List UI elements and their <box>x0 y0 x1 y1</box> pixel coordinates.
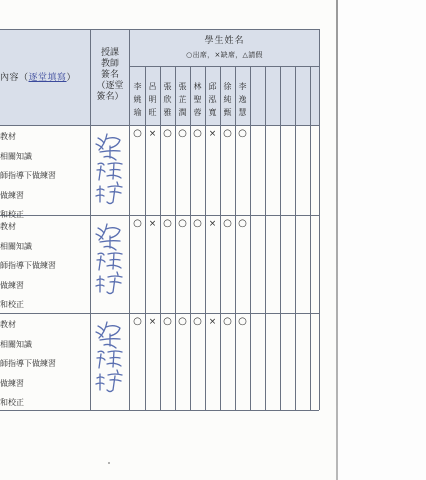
attendance-mark[interactable]: × <box>148 317 157 327</box>
grid-line-student <box>280 66 281 410</box>
attendance-mark[interactable]: ○ <box>178 316 187 327</box>
teacher-signature <box>92 318 128 398</box>
session-item: 相關知識 <box>0 339 32 349</box>
session-item: 教材 <box>0 320 16 329</box>
session-item: 相關知識 <box>0 151 32 161</box>
grid-line-session <box>0 410 319 411</box>
grid-line-legend <box>130 66 319 67</box>
attendance-legend: ○出席，×缺席，△請假 <box>186 51 263 59</box>
student-name: 張欣雅 <box>163 82 172 117</box>
attendance-mark[interactable]: ○ <box>163 316 172 327</box>
student-name: 李姚瑜 <box>133 82 142 117</box>
session-item: 師指導下做練習 <box>0 359 56 368</box>
attendance-mark[interactable]: ○ <box>223 316 232 327</box>
signature-drawing <box>92 220 128 300</box>
session-item: 和校正 <box>0 210 24 219</box>
attendance-mark[interactable]: ○ <box>178 218 187 229</box>
attendance-mark[interactable]: × <box>208 219 217 229</box>
session-item: 做練習 <box>0 190 24 200</box>
grid-line-student <box>265 66 266 410</box>
grid-line-right <box>319 29 320 410</box>
attendance-mark[interactable]: ○ <box>238 218 247 229</box>
student-name: 張芷潤 <box>178 82 187 117</box>
session-item: 做練習 <box>0 378 24 388</box>
attendance-mark[interactable]: ○ <box>223 218 232 229</box>
attendance-mark[interactable]: ○ <box>163 218 172 229</box>
student-name: 邱泓寬 <box>208 82 217 117</box>
signature-drawing <box>92 318 128 398</box>
teacher-header-line: 簽名） <box>96 92 124 102</box>
grid-line-student <box>295 66 296 410</box>
grid-line-student <box>310 66 311 410</box>
content-header-prefix: 內容（ <box>0 73 29 83</box>
grid-line-student <box>205 66 206 410</box>
teacher-header-line: 簽名 <box>100 70 119 80</box>
content-header-suffix: ） <box>66 73 77 83</box>
student-name: 李逸慧 <box>238 82 247 117</box>
grid-line-student <box>145 66 146 410</box>
teacher-signature <box>92 130 128 210</box>
content-header-link[interactable]: 逐堂填寫 <box>28 73 67 83</box>
attendance-mark[interactable]: × <box>148 219 157 229</box>
teacher-signature <box>92 220 128 300</box>
session-item: 師指導下做練習 <box>0 261 56 270</box>
session-item: 做練習 <box>0 280 24 290</box>
page-edge <box>336 0 338 480</box>
student-name: 林聖蓉 <box>193 82 202 117</box>
grid-line-student <box>175 66 176 410</box>
attendance-mark[interactable]: × <box>148 129 157 139</box>
attendance-mark[interactable]: ○ <box>238 316 247 327</box>
grid-line-student <box>220 66 221 410</box>
grid-line-student <box>190 66 191 410</box>
teacher-header-line: 教師 <box>100 59 119 69</box>
attendance-mark[interactable]: × <box>208 317 217 327</box>
page-margin <box>338 0 426 480</box>
student-name: 徐純甄 <box>223 82 232 117</box>
attendance-mark[interactable]: ○ <box>133 218 142 229</box>
teacher-header-line: （逐堂 <box>96 81 124 91</box>
attendance-mark[interactable]: ○ <box>238 128 247 139</box>
attendance-mark[interactable]: ○ <box>193 316 202 327</box>
attendance-mark[interactable]: × <box>208 129 217 139</box>
student-name: 呂明旺 <box>148 82 157 117</box>
session-item: 和校正 <box>0 300 24 309</box>
grid-line-teacher-left <box>90 29 91 410</box>
attendance-mark[interactable]: ○ <box>193 218 202 229</box>
students-title: 學生姓名 <box>204 36 245 46</box>
attendance-mark[interactable]: ○ <box>163 128 172 139</box>
signature-drawing <box>92 130 128 210</box>
attendance-mark[interactable]: ○ <box>133 128 142 139</box>
grid-line-student <box>250 66 251 410</box>
grid-line-student <box>160 66 161 410</box>
session-item: 和校正 <box>0 398 24 407</box>
teacher-header-line: 授課 <box>100 48 119 58</box>
content-column-header <box>0 70 76 83</box>
attendance-mark[interactable]: ○ <box>193 128 202 139</box>
session-item: 教材 <box>0 132 16 141</box>
session-item: 相關知識 <box>0 241 32 251</box>
session-item: 師指導下做練習 <box>0 171 56 180</box>
attendance-mark[interactable]: ○ <box>133 316 142 327</box>
session-item: 教材 <box>0 222 16 231</box>
attendance-mark[interactable]: ○ <box>223 128 232 139</box>
attendance-mark[interactable]: ○ <box>178 128 187 139</box>
teacher-signature-header <box>91 48 129 103</box>
scan-speck <box>108 462 110 464</box>
grid-line-student <box>235 66 236 410</box>
grid-line-top <box>0 29 319 30</box>
